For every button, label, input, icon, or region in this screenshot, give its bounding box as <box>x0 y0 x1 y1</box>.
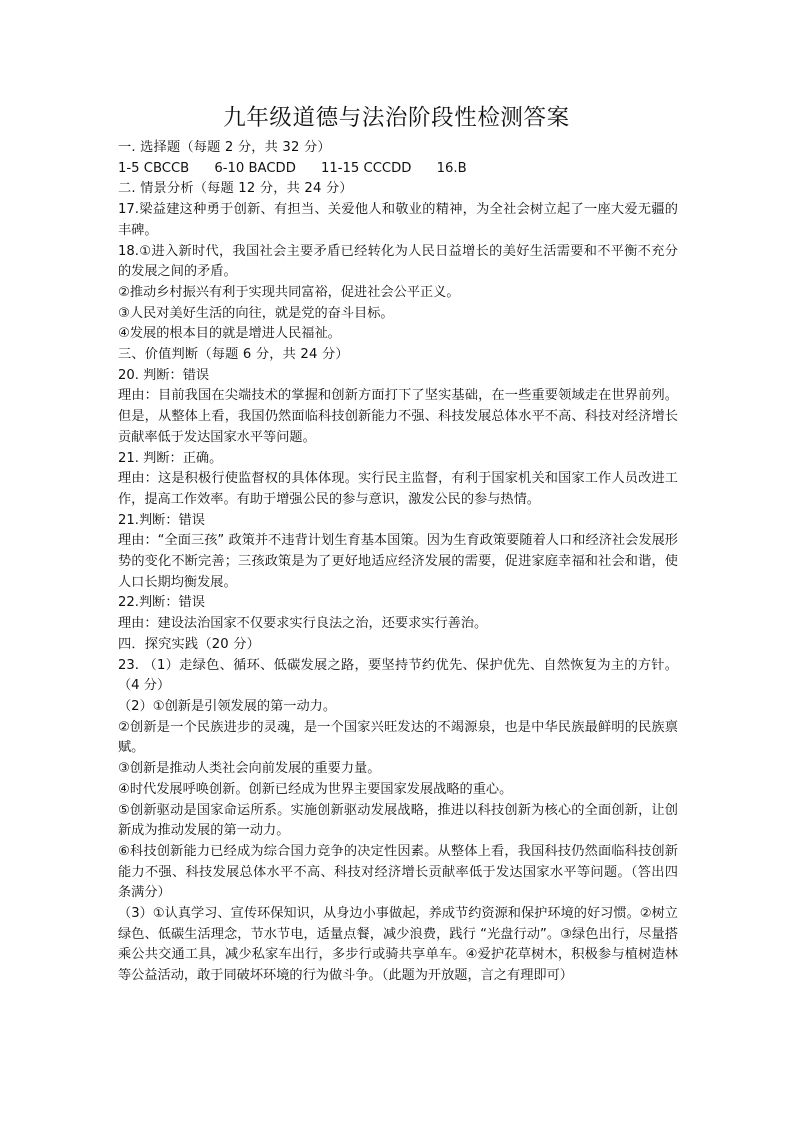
answer-22-judgment: 22.判断：错误 <box>118 595 205 611</box>
answer-23-part-2-point-4: ④时代发展呼唤创新。创新已经成为世界主要国家发展战略的重心。 <box>118 781 513 797</box>
answer-22-reason: 理由：建设法治国家不仅要求实行良法之治，还要求实行善治。 <box>118 616 488 632</box>
answer-21b-judgment: 21.判断：错误 <box>118 512 205 528</box>
answer-23-part-2-point-6: ⑥科技创新能力已经成为综合国力竞争的决定性因素。从整体上看，我国科技仍然面临科技创新能力不强、科技发展总体水平不高、科技对经济增长贡献率低于发达国家水平等问题。（答出四条满分） <box>118 843 678 901</box>
section-heading-judgment: 三、价值判断（每题 6 分，共 24 分） <box>118 347 349 363</box>
answer-18-point-3: ③人民对美好生活的向往，就是党的奋斗目标。 <box>118 305 394 321</box>
answer-20-judgment: 20. 判断：错误 <box>118 367 210 383</box>
answer-23-part-1: 23. （1）走绿色、循环、低碳发展之路，要坚持节约优先、保护优先、自然恢复为主的方针。（4 分） <box>118 657 678 694</box>
answer-23-part-2-point-5: ⑤创新驱动是国家命运所系。实施创新驱动发展战略，推进以科技创新为核心的全面创新，让创新成为推动发展的第一动力。 <box>118 802 678 839</box>
section-heading-choice: 一. 选择题（每题 2 分，共 32 分） <box>118 140 331 155</box>
answer-18-point-4: ④发展的根本目的就是增进人民福祉。 <box>118 326 341 342</box>
page-title: 九年级道德与法治阶段性检测答案 <box>223 105 570 131</box>
answer-21-reason: 理由：这是积极行使监督权的具体体现。实行民主监督，有利于国家机关和国家工作人员改进工作，提高工作效率。有助于增强公民的参与意识，激发公民的参与热情。 <box>118 471 678 507</box>
answer-21b-reason: 理由：“全面三孩” 政策并不违背计划生育基本国策。因为生育政策要随着人口和经济社会发展形势的变化不断完善；三孩政策是为了更好地适应经济发展的需要，促进家庭幸福和社会和谐，使人口长期均衡发展。 <box>118 533 678 590</box>
answer-18-point-1: 18.①进入新时代，我国社会主要矛盾已经转化为人民日益增长的美好生活需要和不平衡不充分的发展之间的矛盾。 <box>118 243 678 280</box>
section-heading-practice: 四．探究实践（20 分） <box>118 636 261 652</box>
answer-17: 17.梁益建这种勇于创新、有担当、关爱他人和敬业的精神，为全社会树立起了一座大爱无疆的丰碑。 <box>118 202 678 238</box>
answer-21-judgment: 21. 判断：正确。 <box>118 450 223 466</box>
answer-content <box>118 138 678 987</box>
answer-23-part-2-point-2: ②创新是一个民族进步的灵魂，是一个国家兴旺发达的不竭源泉，也是中华民族最鲜明的民族禀赋。 <box>118 719 678 756</box>
choice-answers: 1-5 CBCCB 6-10 BACDD 11-15 CCCDD 16.B <box>118 160 467 176</box>
answer-18-point-2: ②推动乡村振兴有利于实现共同富裕，促进社会公平正义。 <box>118 284 460 300</box>
answer-20-reason: 理由：目前我国在尖端技术的掌握和创新方面打下了坚实基础，在一些重要领域走在世界前列。但是，从整体上看，我国仍然面临科技创新能力不强、科技发展总体水平不高、科技对经济增长贡献率低于发达国家水平等问题。 <box>118 388 678 445</box>
answer-23-part-3: （3）①认真学习、宣传环保知识，从身边小事做起，养成节约资源和保护环境的好习惯。②树立绿色、低碳生活理念，节水节电，适量点餐，减少浪费，践行 “光盘行动”。③绿色出行，尽量搭乘公共交通工具，减少私家车出行，多步行或骑共享单车。④爱护花草树木，积极参与植树造林等公益活动，敢于同破坏环境的行为做斗争。（此题为开放题，言之有理即可） <box>118 906 678 984</box>
answer-23-part-2-point-3: ③创新是推动人类社会向前发展的重要力量。 <box>118 761 381 777</box>
answer-23-part-2-point-1: （2）①创新是引领发展的第一动力。 <box>118 698 337 714</box>
section-heading-scenario: 二. 情景分析（每题 12 分，共 24 分） <box>118 181 353 197</box>
